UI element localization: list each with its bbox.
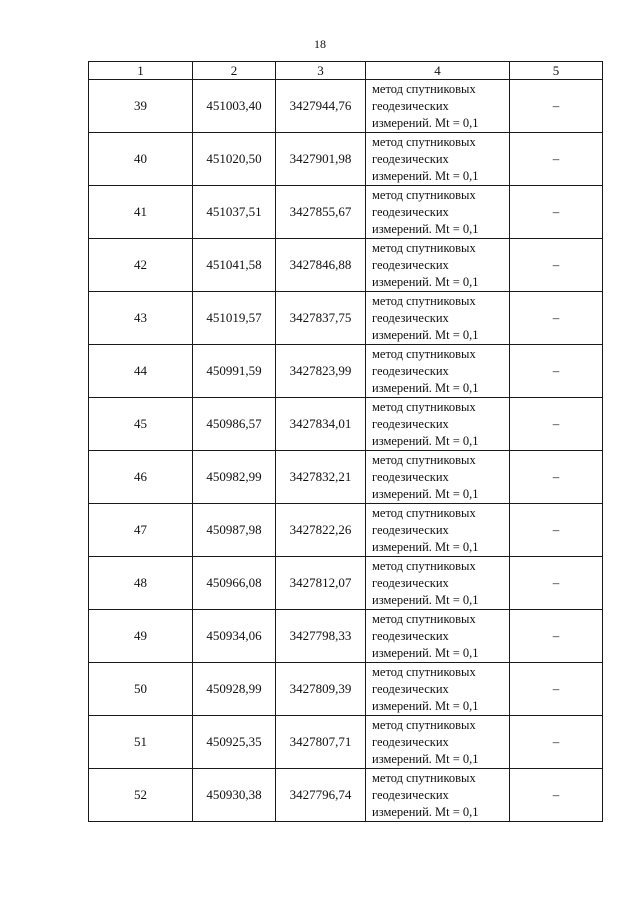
table-row <box>89 292 603 345</box>
method-line: геодезических <box>372 98 449 113</box>
column-header: 1 <box>89 62 193 80</box>
method-cell <box>366 663 510 716</box>
method-line: геодезических <box>372 575 449 590</box>
method-line: метод спутниковых <box>372 81 476 96</box>
note-value: – <box>552 469 560 484</box>
table-row <box>89 769 603 822</box>
coordinate-x-cell: 450930,38 <box>193 769 276 822</box>
method-cell <box>366 451 510 504</box>
note-cell <box>510 451 603 504</box>
coordinate-y-cell: 3427832,21 <box>276 451 366 504</box>
method-line: геодезических <box>372 204 449 219</box>
note-value: – <box>552 575 560 590</box>
method-line: измерений. Mt = 0,1 <box>372 115 479 130</box>
column-header: 5 <box>510 62 603 80</box>
note-value: – <box>552 522 560 537</box>
point-number-cell: 49 <box>89 610 193 663</box>
coordinate-y-cell: 3427855,67 <box>276 186 366 239</box>
method-line: измерений. Mt = 0,1 <box>372 751 479 766</box>
note-cell <box>510 610 603 663</box>
note-cell <box>510 80 603 133</box>
coordinate-y-cell: 3427822,26 <box>276 504 366 557</box>
coordinate-y-cell: 3427837,75 <box>276 292 366 345</box>
method-line: геодезических <box>372 522 449 537</box>
table-header-row <box>89 62 603 80</box>
point-number-cell: 51 <box>89 716 193 769</box>
note-cell <box>510 292 603 345</box>
coordinate-x-cell: 451041,58 <box>193 239 276 292</box>
note-value: – <box>552 310 560 325</box>
coordinate-y-cell: 3427944,76 <box>276 80 366 133</box>
method-line: геодезических <box>372 628 449 643</box>
method-line: измерений. Mt = 0,1 <box>372 221 479 236</box>
point-number-cell: 40 <box>89 133 193 186</box>
coordinate-x-cell: 450934,06 <box>193 610 276 663</box>
method-line: геодезических <box>372 416 449 431</box>
note-value: – <box>552 98 560 113</box>
method-line: метод спутниковых <box>372 611 476 626</box>
coordinate-x-cell: 450991,59 <box>193 345 276 398</box>
note-value: – <box>552 734 560 749</box>
point-number-cell: 48 <box>89 557 193 610</box>
table-row <box>89 186 603 239</box>
method-cell <box>366 769 510 822</box>
coordinate-x-cell: 450925,35 <box>193 716 276 769</box>
note-cell <box>510 398 603 451</box>
table-row <box>89 504 603 557</box>
method-line: измерений. Mt = 0,1 <box>372 380 479 395</box>
coordinate-x-cell: 450987,98 <box>193 504 276 557</box>
method-line: метод спутниковых <box>372 399 476 414</box>
note-cell <box>510 716 603 769</box>
table-row <box>89 557 603 610</box>
method-cell <box>366 292 510 345</box>
method-line: метод спутниковых <box>372 664 476 679</box>
coordinate-y-cell: 3427796,74 <box>276 769 366 822</box>
method-line: метод спутниковых <box>372 770 476 785</box>
table-row <box>89 610 603 663</box>
table-row <box>89 239 603 292</box>
table-row <box>89 133 603 186</box>
method-line: измерений. Mt = 0,1 <box>372 433 479 448</box>
method-cell <box>366 398 510 451</box>
method-cell <box>366 557 510 610</box>
point-number-cell: 46 <box>89 451 193 504</box>
method-line: измерений. Mt = 0,1 <box>372 486 479 501</box>
method-line: измерений. Mt = 0,1 <box>372 327 479 342</box>
method-line: геодезических <box>372 363 449 378</box>
method-line: метод спутниковых <box>372 558 476 573</box>
coordinate-y-cell: 3427901,98 <box>276 133 366 186</box>
note-cell <box>510 239 603 292</box>
method-line: метод спутниковых <box>372 293 476 308</box>
method-line: измерений. Mt = 0,1 <box>372 274 479 289</box>
coordinate-y-cell: 3427809,39 <box>276 663 366 716</box>
method-line: геодезических <box>372 310 449 325</box>
coordinate-y-cell: 3427807,71 <box>276 716 366 769</box>
coordinates-table <box>88 61 603 822</box>
method-line: измерений. Mt = 0,1 <box>372 168 479 183</box>
note-value: – <box>552 363 560 378</box>
point-number-cell: 52 <box>89 769 193 822</box>
method-cell <box>366 345 510 398</box>
note-cell <box>510 345 603 398</box>
method-line: геодезических <box>372 734 449 749</box>
point-number-cell: 47 <box>89 504 193 557</box>
point-number-cell: 42 <box>89 239 193 292</box>
point-number-cell: 50 <box>89 663 193 716</box>
method-line: измерений. Mt = 0,1 <box>372 804 479 819</box>
note-value: – <box>552 151 560 166</box>
table-row <box>89 716 603 769</box>
column-header: 4 <box>366 62 510 80</box>
point-number-cell: 44 <box>89 345 193 398</box>
method-cell <box>366 610 510 663</box>
method-line: метод спутниковых <box>372 452 476 467</box>
method-line: геодезических <box>372 787 449 802</box>
note-cell <box>510 663 603 716</box>
method-line: геодезических <box>372 257 449 272</box>
table-row <box>89 398 603 451</box>
coordinate-x-cell: 451019,57 <box>193 292 276 345</box>
note-cell <box>510 186 603 239</box>
method-line: измерений. Mt = 0,1 <box>372 645 479 660</box>
note-cell <box>510 133 603 186</box>
coordinate-y-cell: 3427798,33 <box>276 610 366 663</box>
method-cell <box>366 80 510 133</box>
method-cell <box>366 186 510 239</box>
method-line: метод спутниковых <box>372 240 476 255</box>
method-cell <box>366 239 510 292</box>
method-line: измерений. Mt = 0,1 <box>372 698 479 713</box>
note-cell <box>510 504 603 557</box>
method-line: геодезических <box>372 681 449 696</box>
method-line: измерений. Mt = 0,1 <box>372 592 479 607</box>
table-row <box>89 345 603 398</box>
coordinate-y-cell: 3427812,07 <box>276 557 366 610</box>
method-cell <box>366 504 510 557</box>
coordinate-y-cell: 3427834,01 <box>276 398 366 451</box>
method-line: геодезических <box>372 151 449 166</box>
note-cell <box>510 769 603 822</box>
coordinate-x-cell: 450986,57 <box>193 398 276 451</box>
note-value: – <box>552 628 560 643</box>
table-row <box>89 663 603 716</box>
method-line: метод спутниковых <box>372 134 476 149</box>
note-cell <box>510 557 603 610</box>
method-line: измерений. Mt = 0,1 <box>372 539 479 554</box>
method-line: метод спутниковых <box>372 346 476 361</box>
method-cell <box>366 716 510 769</box>
method-line: метод спутниковых <box>372 187 476 202</box>
point-number-cell: 41 <box>89 186 193 239</box>
coordinate-x-cell: 451037,51 <box>193 186 276 239</box>
coordinate-y-cell: 3427846,88 <box>276 239 366 292</box>
table-row <box>89 80 603 133</box>
method-cell <box>366 133 510 186</box>
note-value: – <box>552 787 560 802</box>
coordinate-x-cell: 451003,40 <box>193 80 276 133</box>
point-number-cell: 45 <box>89 398 193 451</box>
method-line: метод спутниковых <box>372 717 476 732</box>
note-value: – <box>552 257 560 272</box>
method-line: геодезических <box>372 469 449 484</box>
point-number-cell: 39 <box>89 80 193 133</box>
table-body <box>89 80 603 822</box>
coordinate-y-cell: 3427823,99 <box>276 345 366 398</box>
coordinate-x-cell: 451020,50 <box>193 133 276 186</box>
table-row <box>89 451 603 504</box>
coordinate-x-cell: 450928,99 <box>193 663 276 716</box>
column-header: 3 <box>276 62 366 80</box>
column-header: 2 <box>193 62 276 80</box>
point-number-cell: 43 <box>89 292 193 345</box>
note-value: – <box>552 681 560 696</box>
note-value: – <box>552 204 560 219</box>
coordinate-x-cell: 450966,08 <box>193 557 276 610</box>
coordinate-x-cell: 450982,99 <box>193 451 276 504</box>
page-number: 18 <box>314 37 326 51</box>
method-line: метод спутниковых <box>372 505 476 520</box>
note-value: – <box>552 416 560 431</box>
